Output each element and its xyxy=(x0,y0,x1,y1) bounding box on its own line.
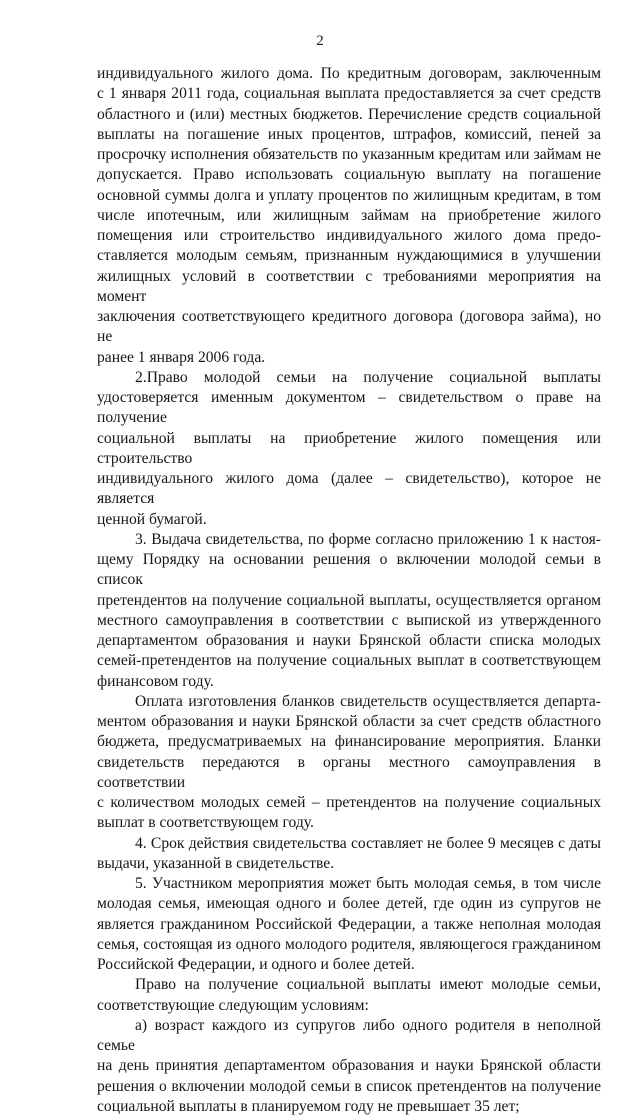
paragraph-1-line: числе ипотечным, или жилищным займам на приобретение жилого xyxy=(97,206,601,224)
page-number: 2 xyxy=(316,33,324,49)
paragraph-4-line: с количеством молодых семей – претендентов на получение социальных xyxy=(97,794,601,811)
paragraph-3-line: 3. Выдача свидетельства, по форме согласно приложению 1 к настоя- xyxy=(135,530,601,548)
paragraph-3-line: семей-претендентов на получение социальных выплат в соответствующем xyxy=(97,652,601,670)
paragraph-1-line: заключения соответствующего кредитного договора (договора займа), но не xyxy=(97,308,601,346)
paragraph-4-line: свидетельств передаются в органы местного самоуправления в соответствии xyxy=(97,753,601,791)
paragraph-3-line: щему Порядку на основании решения о включении молодой семьи в список xyxy=(97,551,601,589)
paragraph-1-line: ставляется молодым семьям, признанным нуждающимися в улучшении xyxy=(97,247,601,265)
paragraph-1-line: допускается. Право использовать социальную выплату на погашение xyxy=(97,166,601,184)
paragraph-1-line: индивидуального жилого дома. По кредитным договорам, заключенным xyxy=(97,65,601,82)
paragraph-4-line: выплат в соответствующем году. xyxy=(97,814,314,832)
paragraph-3-line: департаментом образования и науки Брянской области списка молодых xyxy=(97,632,601,649)
paragraph-1-line: ранее 1 января 2006 года. xyxy=(97,348,266,366)
paragraph-8-line: на день принятия департаментом образования и науки Брянской области xyxy=(97,1057,601,1075)
paragraph-1-line: основной суммы долга и уплату процентов по жилищным кредитам, в том xyxy=(97,186,601,204)
paragraph-8-line: социальной выплаты в планируемом году не превышает 35 лет; xyxy=(97,1097,520,1115)
paragraph-6-line: Российской Федерации, и одного и более детей. xyxy=(97,956,415,973)
paragraph-4-line: ментом образования и науки Брянской области за счет средств областного xyxy=(97,713,601,730)
paragraph-3-line: финансовом году. xyxy=(97,672,214,690)
paragraph-2-line: 2.Право молодой семьи на получение социальной выплаты xyxy=(135,368,601,386)
paragraph-4-line: Оплата изготовления бланков свидетельств осуществляется департа- xyxy=(135,692,601,710)
paragraph-5-line: 4. Срок действия свидетельства составляет не более 9 месяцев с даты xyxy=(135,834,601,852)
document-body xyxy=(97,64,601,1117)
paragraph-6-line: молодая семья, имеющая одного и более детей, где один из супругов не xyxy=(97,895,601,913)
paragraph-7-line: Право на получение социальной выплаты имеют молодые семьи, xyxy=(135,976,601,994)
paragraph-7-line: соответствующие следующим условиям: xyxy=(97,996,369,1014)
paragraph-6-line: семья, состоящая из одного молодого родителя, являющегося гражданином xyxy=(97,935,601,953)
paragraph-1-line: с 1 января 2011 года, социальная выплата предоставляется за счет средств xyxy=(97,85,601,103)
paragraph-2-line: индивидуального жилого дома (далее – свидетельство), которое не является xyxy=(97,470,601,508)
paragraph-6-line: 5. Участником мероприятия может быть молодая семья, в том числе xyxy=(135,875,601,892)
paragraph-1-line: областного и (или) местных бюджетов. Перечисление средств социальной xyxy=(97,105,601,123)
paragraph-4-line: бюджета, предусматриваемых на финансирование мероприятия. Бланки xyxy=(97,733,601,751)
paragraph-2-line: удостоверяется именным документом – свидетельством о праве на получение xyxy=(97,389,601,427)
paragraph-1-line: просрочку исполнения обязательств по указанным кредитам или займам не xyxy=(97,146,601,163)
paragraph-2-line: социальной выплаты на приобретение жилого помещения или строительство xyxy=(97,429,601,467)
paragraph-3-line: местного самоуправления в соответствии с выпиской из утвержденного xyxy=(97,611,601,629)
paragraph-3-line: претендентов на получение социальной выплаты, осуществляется органом xyxy=(97,591,601,609)
paragraph-2-line: ценной бумагой. xyxy=(97,510,207,528)
paragraph-8-line: решения о включении молодой семьи в список претендентов на получение xyxy=(97,1077,601,1095)
paragraph-5-line: выдачи, указанной в свидетельстве. xyxy=(97,854,335,872)
paragraph-1-line: выплаты на погашение иных процентов, штрафов, комиссий, пеней за xyxy=(97,125,601,143)
paragraph-8-line: а) возраст каждого из супругов либо одного родителя в неполной семье xyxy=(97,1016,601,1054)
paragraph-1-line: помещения или строительство индивидуального жилого дома предо- xyxy=(97,227,601,244)
paragraph-1-line: жилищных условий в соответствии с требованиями мероприятия на момент xyxy=(97,267,601,305)
paragraph-6-line: является гражданином Российской Федерации, а также неполная молодая xyxy=(97,915,601,933)
